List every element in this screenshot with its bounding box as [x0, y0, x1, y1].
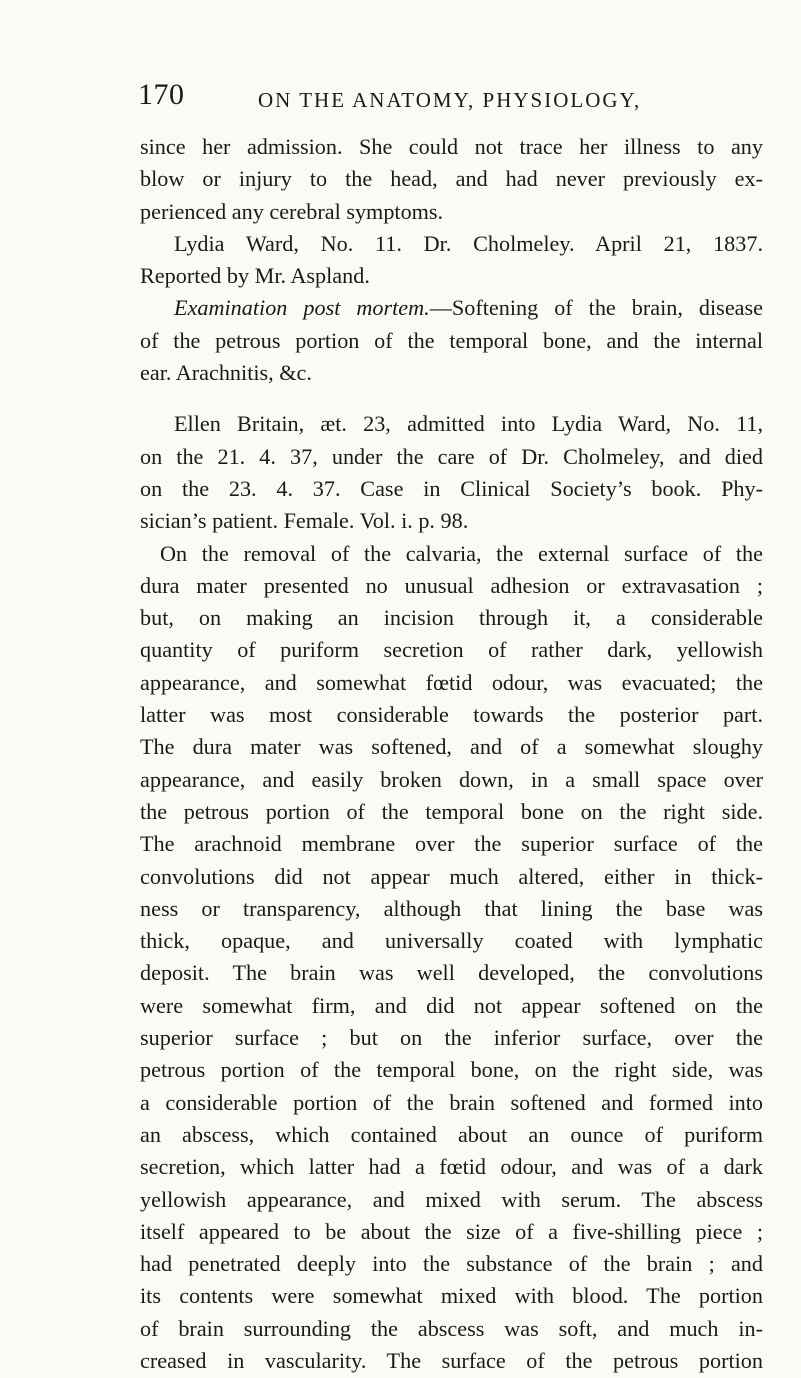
section-heading-rest: —Softening of the brain, disease: [429, 295, 763, 321]
text-line: itself appeared to be about the size of a five-shilling piece ;: [140, 1218, 763, 1244]
text-line: yellowish appearance, and mixed with serum. The abscess: [140, 1186, 763, 1212]
text-line: a considerable portion of the brain softened and formed into: [140, 1089, 763, 1115]
text-line: On the removal of the calvaria, the external surface of the: [160, 540, 763, 566]
text-line: superior surface ; but on the inferior surface, over the: [140, 1025, 763, 1051]
text-line: the petrous portion of the temporal bone on the right side.: [140, 798, 763, 824]
text-line: quantity of puriform secretion of rather dark, yellowish: [140, 637, 763, 663]
text-line: dura mater presented no unusual adhesion or extravasation ;: [140, 572, 763, 598]
text-line: on the 21. 4. 37, under the care of Dr. Cholmeley, and died: [140, 443, 763, 469]
text-line: Lydia Ward, No. 11. Dr. Cholmeley. April 21, 1837.: [174, 230, 763, 256]
text-line: The dura mater was softened, and of a somewhat sloughy: [140, 734, 763, 760]
text-line: blow or injury to the head, and had never previously ex-: [140, 166, 763, 192]
text-line: had penetrated deeply into the substance of the brain ; and: [140, 1251, 763, 1277]
text-line: sician’s patient. Female. Vol. i. p. 98.: [140, 508, 469, 534]
text-line: deposit. The brain was well developed, the convolutions: [140, 960, 763, 986]
text-line: since her admission. She could not trace her illness to any: [140, 134, 763, 159]
text-line: thick, opaque, and universally coated with lymphatic: [140, 928, 763, 954]
text-line: [140, 292, 763, 324]
section-heading-italic: Examination post mortem.: [174, 295, 430, 321]
text-line: an abscess, which contained about an ounce of puriform: [140, 1121, 763, 1147]
text-line: secretion, which latter had a fœtid odour, and was of a dark: [140, 1154, 763, 1180]
text-line: creased in vascularity. The surface of the petrous portion: [140, 1347, 763, 1373]
running-head: ON THE ANATOMY, PHYSIOLOGY,: [258, 88, 642, 112]
text-line: ear. Arachnitis, &c.: [140, 360, 312, 386]
text-line: latter was most considerable towards the posterior part.: [140, 702, 763, 728]
text-line: convolutions did not appear much altered, either in thick-: [140, 863, 763, 889]
text-line: Ellen Britain, æt. 23, admitted into Lydia Ward, No. 11,: [174, 411, 763, 437]
text-line: ness or transparency, although that lining the base was: [140, 895, 763, 921]
text-line: The arachnoid membrane over the superior surface of the: [140, 831, 763, 857]
text-line: of brain surrounding the abscess was soft, and much in-: [140, 1315, 763, 1341]
text-line: perienced any cerebral symptoms.: [140, 198, 444, 224]
body-text: [140, 131, 763, 1377]
text-line: were somewhat firm, and did not appear softened on the: [140, 992, 763, 1018]
page-number: 170: [138, 78, 185, 111]
text-line: but, on making an incision through it, a considerable: [140, 605, 763, 631]
text-line: appearance, and easily broken down, in a small space over: [140, 766, 763, 792]
text-line: petrous portion of the temporal bone, on the right side, was: [140, 1057, 763, 1083]
page-header: [0, 78, 801, 118]
text-line: of the petrous portion of the temporal bone, and the internal: [140, 327, 763, 353]
text-line: on the 23. 4. 37. Case in Clinical Society’s book. Phy-: [140, 475, 763, 501]
text-line: its contents were somewhat mixed with blood. The portion: [140, 1283, 763, 1309]
text-line: Reported by Mr. Aspland.: [140, 263, 370, 289]
text-line: appearance, and somewhat fœtid odour, was evacuated; the: [140, 669, 763, 695]
